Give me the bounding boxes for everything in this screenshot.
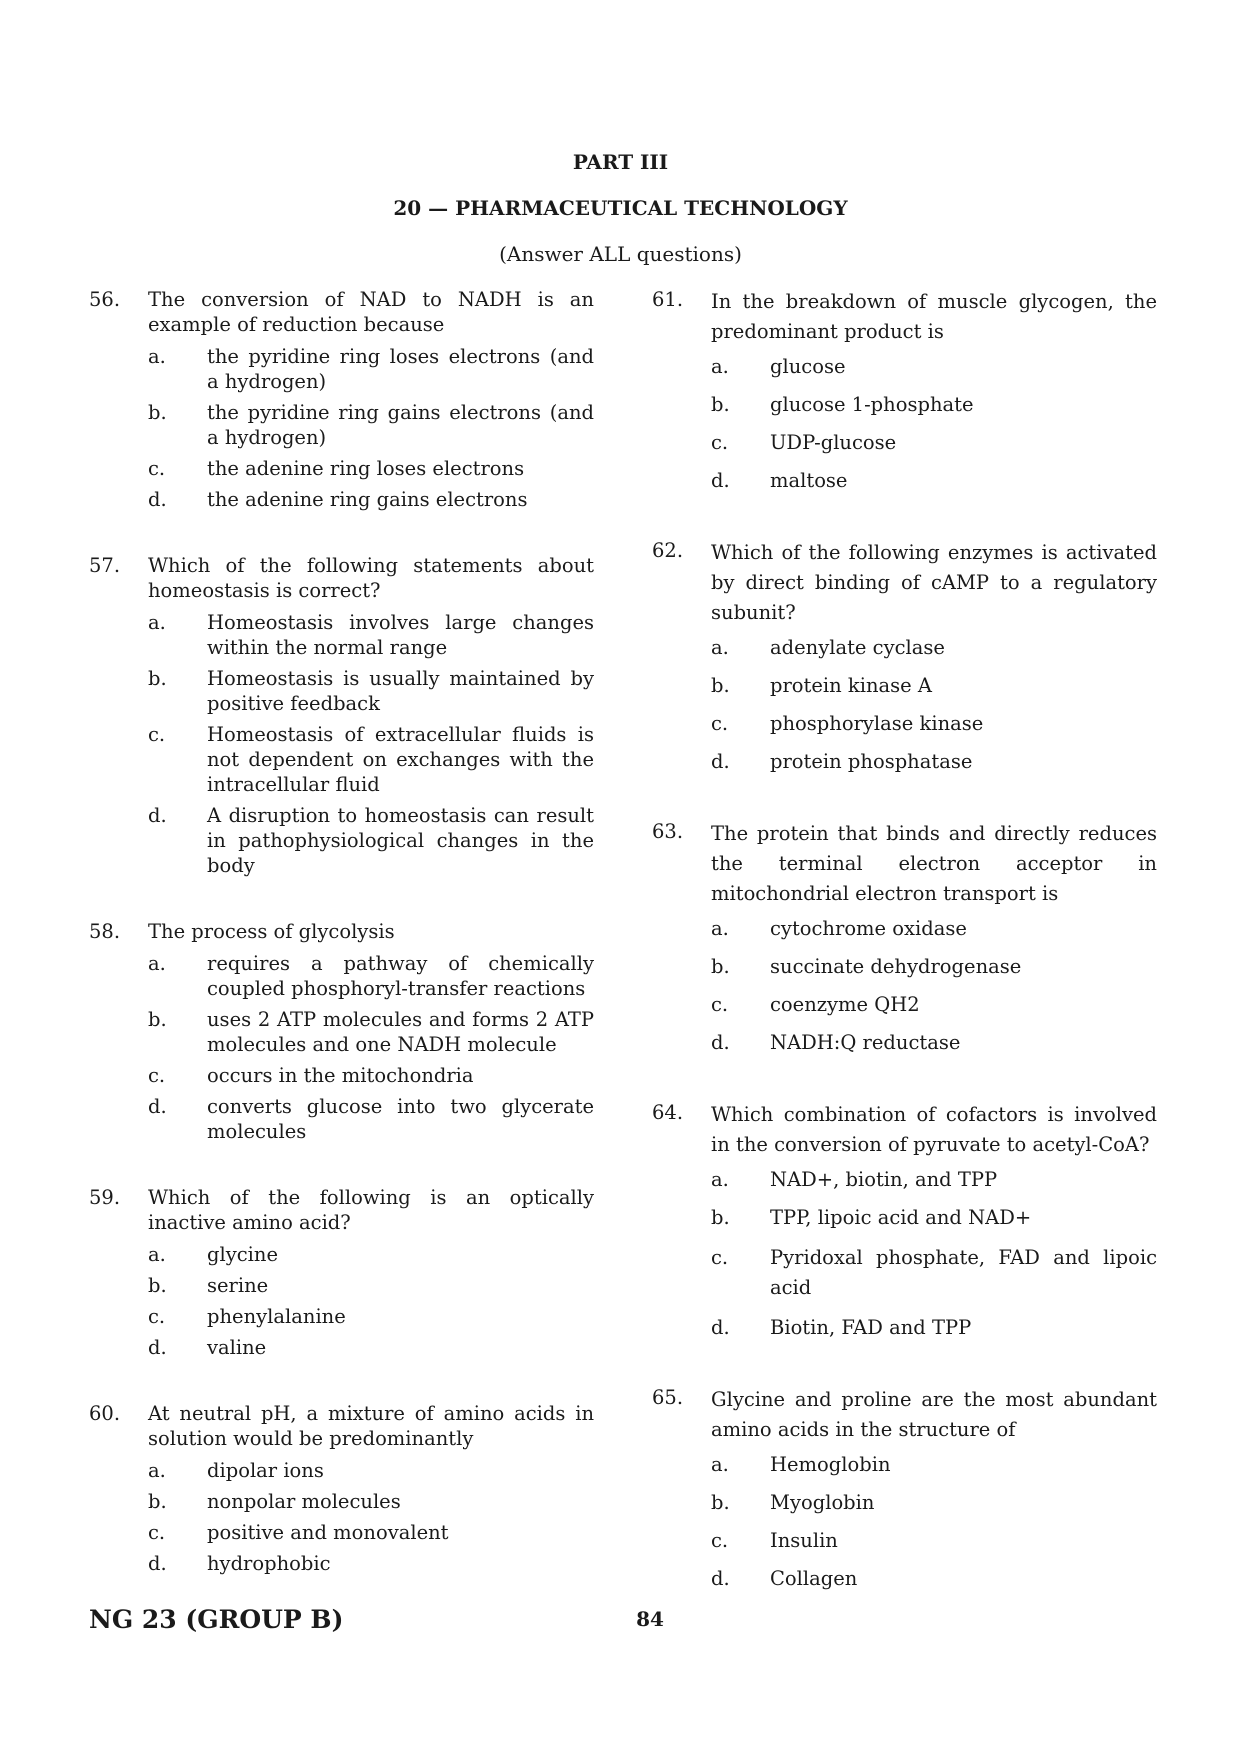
option-letter: d. <box>148 1552 167 1575</box>
option-text: cytochrome oxidase <box>770 917 967 940</box>
option-letter: b. <box>148 667 167 690</box>
option-letter: a. <box>148 1459 166 1482</box>
option-text: occurs in the mitochondria <box>207 1064 474 1087</box>
option-c <box>148 1520 594 1545</box>
option-d <box>711 468 1157 494</box>
option-b <box>711 673 1157 699</box>
question-text: The process of glycolysis <box>148 920 395 943</box>
option-c <box>148 1304 594 1329</box>
option-b <box>148 400 594 450</box>
option-a <box>711 1167 1157 1193</box>
option-text: glucose <box>770 355 846 378</box>
option-d <box>711 1030 1157 1056</box>
question-text: The conversion of NAD to NADH is an example of reduction because <box>148 288 594 336</box>
question-59 <box>89 1185 594 1360</box>
option-text: protein phosphatase <box>770 750 973 773</box>
question-text: Which of the following enzymes is activated by direct binding of cAMP to a regulatory subunit? <box>711 541 1157 624</box>
option-text: Insulin <box>770 1529 838 1552</box>
option-list <box>148 951 594 1144</box>
option-c <box>148 456 594 481</box>
question-number: 63. <box>652 820 684 843</box>
option-d <box>148 1551 594 1576</box>
option-text: Homeostasis of extracellular fluids is not dependent on exchanges with the intracellular fluid <box>207 723 594 796</box>
option-letter: a. <box>148 345 166 368</box>
option-text: TPP, lipoic acid and NAD+ <box>770 1206 1032 1229</box>
question-number: 56. <box>89 288 121 311</box>
option-c <box>711 1528 1157 1554</box>
option-d <box>711 1566 1157 1592</box>
option-text: Homeostasis involves large changes within the normal range <box>207 611 594 659</box>
option-text: A disruption to homeostasis can result in pathophysiological changes in the body <box>207 804 594 877</box>
question-number: 64. <box>652 1101 684 1124</box>
option-text: converts glucose into two glycerate molecules <box>207 1095 594 1143</box>
option-a <box>711 916 1157 942</box>
option-a <box>148 610 594 660</box>
option-text: Pyridoxal phosphate, FAD and lipoic acid <box>770 1246 1157 1299</box>
option-letter: d. <box>711 1316 730 1339</box>
option-text: coenzyme QH2 <box>770 993 920 1016</box>
question-number: 57. <box>89 554 121 577</box>
option-letter: a. <box>711 636 729 659</box>
option-c <box>711 430 1157 456</box>
option-text: protein kinase A <box>770 674 932 697</box>
option-letter: d. <box>148 1336 167 1359</box>
option-list <box>711 1167 1157 1341</box>
option-c <box>711 992 1157 1018</box>
part-heading: PART III <box>572 150 669 174</box>
exam-code: NG 23 (GROUP B) <box>89 1605 344 1634</box>
option-b <box>711 1205 1157 1231</box>
option-text: glucose 1-phosphate <box>770 393 974 416</box>
question-text: Which of the following is an optically inactive amino acid? <box>148 1186 594 1234</box>
option-b <box>711 1490 1157 1516</box>
option-letter: b. <box>711 955 730 978</box>
question-60 <box>89 1401 594 1576</box>
option-letter: b. <box>711 1206 730 1229</box>
option-text: hydrophobic <box>207 1552 331 1575</box>
option-d <box>711 749 1157 775</box>
option-d <box>711 1315 1157 1341</box>
option-letter: c. <box>148 1064 166 1087</box>
question-63 <box>652 819 1157 1056</box>
option-text: uses 2 ATP molecules and forms 2 ATP molecules and one NADH molecule <box>207 1008 594 1056</box>
option-a <box>711 635 1157 661</box>
option-c <box>711 711 1157 737</box>
option-letter: b. <box>711 393 730 416</box>
option-text: the pyridine ring gains electrons (and a hydrogen) <box>207 401 594 449</box>
option-letter: c. <box>148 723 166 746</box>
option-a <box>148 951 594 1001</box>
question-text: In the breakdown of muscle glycogen, the predominant product is <box>711 290 1157 343</box>
option-letter: a. <box>711 917 729 940</box>
option-text: Homeostasis is usually maintained by positive feedback <box>207 667 594 715</box>
option-b <box>711 954 1157 980</box>
option-letter: d. <box>148 488 167 511</box>
option-text: the pyridine ring loses electrons (and a hydrogen) <box>207 345 594 393</box>
question-61 <box>652 287 1157 494</box>
option-letter: d. <box>711 469 730 492</box>
option-text: positive and monovalent <box>207 1521 449 1544</box>
option-text: phenylalanine <box>207 1305 346 1328</box>
option-letter: b. <box>148 401 167 424</box>
option-b <box>711 392 1157 418</box>
option-text: Myoglobin <box>770 1491 875 1514</box>
question-58 <box>89 919 594 1144</box>
question-62 <box>652 538 1157 775</box>
option-text: requires a pathway of chemically coupled phosphoryl-transfer reactions <box>207 952 594 1000</box>
option-letter: d. <box>711 1567 730 1590</box>
option-list <box>711 916 1157 1056</box>
option-text: glycine <box>207 1243 278 1266</box>
option-c <box>148 1063 594 1088</box>
option-text: succinate dehydrogenase <box>770 955 1022 978</box>
option-text: NADH:Q reductase <box>770 1031 961 1054</box>
option-d <box>148 803 594 878</box>
option-list <box>148 610 594 878</box>
option-letter: c. <box>711 1529 729 1552</box>
question-64 <box>652 1100 1157 1341</box>
option-letter: c. <box>148 1305 166 1328</box>
option-a <box>711 1452 1157 1478</box>
question-57 <box>89 553 594 878</box>
option-letter: a. <box>148 611 166 634</box>
option-letter: c. <box>148 1521 166 1544</box>
option-letter: d. <box>711 750 730 773</box>
question-number: 60. <box>89 1402 121 1425</box>
question-number: 62. <box>652 539 684 562</box>
option-letter: c. <box>711 1246 729 1269</box>
option-letter: c. <box>148 457 166 480</box>
option-letter: b. <box>711 1491 730 1514</box>
option-text: phosphorylase kinase <box>770 712 984 735</box>
instruction-text: (Answer ALL questions) <box>499 242 742 266</box>
option-letter: b. <box>148 1008 167 1031</box>
question-number: 58. <box>89 920 121 943</box>
option-d <box>148 1335 594 1360</box>
option-text: nonpolar molecules <box>207 1490 401 1513</box>
option-letter: a. <box>711 1168 729 1191</box>
option-text: the adenine ring loses electrons <box>207 457 525 480</box>
option-text: maltose <box>770 469 848 492</box>
option-b <box>148 1273 594 1298</box>
option-text: Collagen <box>770 1567 858 1590</box>
option-list <box>711 635 1157 775</box>
option-c <box>148 722 594 797</box>
option-letter: b. <box>711 674 730 697</box>
option-letter: c. <box>711 993 729 1016</box>
option-text: adenylate cyclase <box>770 636 945 659</box>
option-letter: c. <box>711 431 729 454</box>
option-text: serine <box>207 1274 269 1297</box>
option-text: the adenine ring gains electrons <box>207 488 528 511</box>
option-letter: b. <box>148 1490 167 1513</box>
question-number: 59. <box>89 1186 121 1209</box>
option-a <box>711 354 1157 380</box>
subject-heading: 20 — PHARMACEUTICAL TECHNOLOGY <box>393 196 848 220</box>
option-letter: a. <box>148 1243 166 1266</box>
option-a <box>148 1458 594 1483</box>
option-list <box>711 1452 1157 1592</box>
option-c <box>711 1243 1157 1303</box>
option-text: UDP-glucose <box>770 431 897 454</box>
option-list <box>148 344 594 512</box>
question-text: Which of the following statements about homeostasis is correct? <box>148 554 594 602</box>
option-text: NAD+, biotin, and TPP <box>770 1168 998 1191</box>
option-text: Hemoglobin <box>770 1453 891 1476</box>
question-text: At neutral pH, a mixture of amino acids in solution would be predominantly <box>148 1402 594 1450</box>
option-list <box>148 1458 594 1576</box>
question-65 <box>652 1385 1157 1592</box>
question-text: The protein that binds and directly reduces the terminal electron acceptor in mitochondrial electron transport is <box>711 822 1157 905</box>
option-letter: b. <box>148 1274 167 1297</box>
option-d <box>148 1094 594 1144</box>
option-letter: d. <box>148 1095 167 1118</box>
option-b <box>148 1007 594 1057</box>
question-text: Glycine and proline are the most abundant amino acids in the structure of <box>711 1388 1157 1441</box>
page-number: 84 <box>636 1607 664 1631</box>
question-number: 61. <box>652 288 684 311</box>
option-a <box>148 344 594 394</box>
left-question-column <box>89 287 594 1617</box>
option-letter: d. <box>711 1031 730 1054</box>
option-letter: c. <box>711 712 729 735</box>
option-letter: a. <box>148 952 166 975</box>
option-b <box>148 1489 594 1514</box>
question-number: 65. <box>652 1386 684 1409</box>
option-a <box>148 1242 594 1267</box>
option-text: dipolar ions <box>207 1459 324 1482</box>
option-letter: d. <box>148 804 167 827</box>
option-letter: a. <box>711 1453 729 1476</box>
right-question-column <box>652 287 1157 1636</box>
option-list <box>711 354 1157 494</box>
question-text: Which combination of cofactors is involved in the conversion of pyruvate to acetyl-CoA? <box>711 1103 1157 1156</box>
option-b <box>148 666 594 716</box>
option-list <box>148 1242 594 1360</box>
option-text: Biotin, FAD and TPP <box>770 1316 972 1339</box>
option-d <box>148 487 594 512</box>
option-text: valine <box>207 1336 267 1359</box>
question-56 <box>89 287 594 512</box>
option-letter: a. <box>711 355 729 378</box>
